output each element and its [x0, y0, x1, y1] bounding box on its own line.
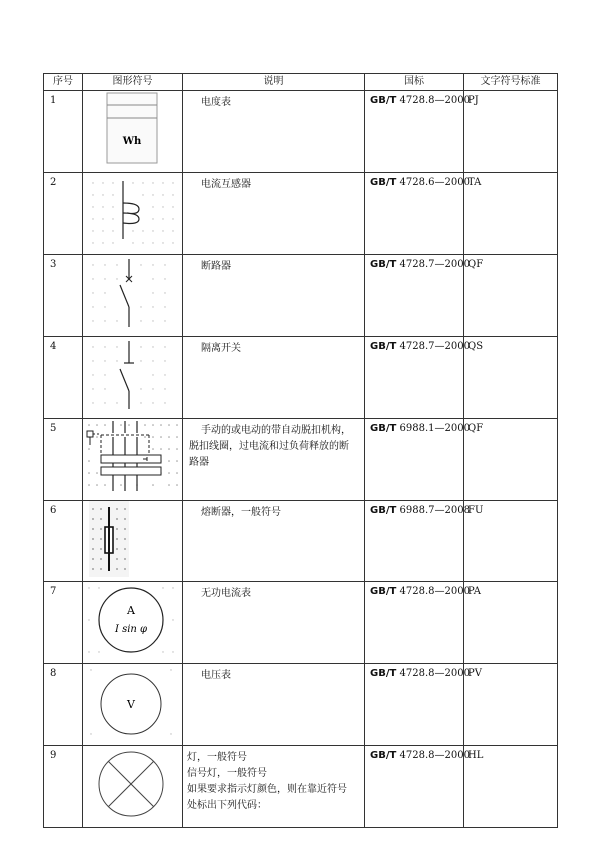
row-standard: GB/T 4728.7—2000 — [365, 255, 464, 337]
row-code: FU — [464, 501, 558, 582]
header-code: 文字符号标准 — [464, 74, 558, 91]
row-description: 电压表 — [183, 664, 365, 746]
table-row — [44, 501, 558, 582]
row-standard: GB/T 4728.8—2000 — [365, 582, 464, 664]
row-code: QF — [464, 255, 558, 337]
symbol-table — [43, 73, 558, 828]
reactive-ammeter-symbol — [83, 582, 183, 664]
lamp-symbol — [83, 746, 183, 828]
row-number: 1 — [44, 91, 83, 173]
row-number: 8 — [44, 664, 83, 746]
row-number: 5 — [44, 419, 83, 501]
header-symbol: 图形符号 — [83, 74, 183, 91]
row-number: 9 — [44, 746, 83, 828]
table-row — [44, 419, 558, 501]
row-code: PJ — [464, 91, 558, 173]
current-transformer-symbol — [83, 173, 183, 255]
symbol-label: Wh — [122, 136, 142, 147]
auto-trip-switch-symbol — [83, 419, 183, 501]
table-row — [44, 746, 558, 828]
row-description: 隔离开关 — [183, 337, 365, 419]
table-row — [44, 173, 558, 255]
table-row — [44, 582, 558, 664]
disconnector-symbol — [83, 337, 183, 419]
fuse-symbol — [83, 501, 183, 582]
row-code: PV — [464, 664, 558, 746]
symbol-label: V — [127, 698, 135, 711]
symbol-sublabel: I sin φ — [114, 624, 148, 635]
row-standard: GB/T 4728.8—2000 — [365, 91, 464, 173]
row-description: 断路器 — [183, 255, 365, 337]
row-number: 2 — [44, 173, 83, 255]
row-number: 4 — [44, 337, 83, 419]
row-number: 7 — [44, 582, 83, 664]
row-code: TA — [464, 173, 558, 255]
row-description: 无功电流表 — [183, 582, 365, 664]
row-description: 电流互感器 — [183, 173, 365, 255]
row-standard: GB/T 4728.7—2000 — [365, 337, 464, 419]
row-description: 电度表 — [183, 91, 365, 173]
header-desc: 说明 — [183, 74, 365, 91]
row-code: HL — [464, 746, 558, 828]
row-standard: GB/T 4728.8—2000 — [365, 746, 464, 828]
row-description: 熔断器，一般符号 — [183, 501, 365, 582]
row-code: QF — [464, 419, 558, 501]
row-description: 手动的或电动的带自动脱扣机构， 脱扣线圈，过电流和过负荷释放的断 路器 — [183, 419, 365, 501]
voltmeter-symbol — [83, 664, 183, 746]
header-no: 序号 — [44, 74, 83, 91]
row-standard: GB/T 6988.1—2000 — [365, 419, 464, 501]
row-standard: GB/T 6988.7—2008 — [365, 501, 464, 582]
table-row — [44, 337, 558, 419]
header-row — [44, 74, 558, 91]
row-code: PA — [464, 582, 558, 664]
circuit-breaker-symbol — [83, 255, 183, 337]
table-row — [44, 91, 558, 173]
header-standard: 国标 — [365, 74, 464, 91]
table-row — [44, 255, 558, 337]
symbol-label: A — [127, 604, 135, 617]
row-number: 6 — [44, 501, 83, 582]
row-standard: GB/T 4728.8—2000 — [365, 664, 464, 746]
row-code: QS — [464, 337, 558, 419]
watt-hour-meter-symbol — [83, 91, 183, 173]
row-number: 3 — [44, 255, 83, 337]
row-description: 灯，一般符号 信号灯，一般符号 如果要求指示灯颜色，则在靠近符号 处标出下列代码： — [183, 746, 365, 828]
row-standard: GB/T 4728.6—2000 — [365, 173, 464, 255]
table-row — [44, 664, 558, 746]
